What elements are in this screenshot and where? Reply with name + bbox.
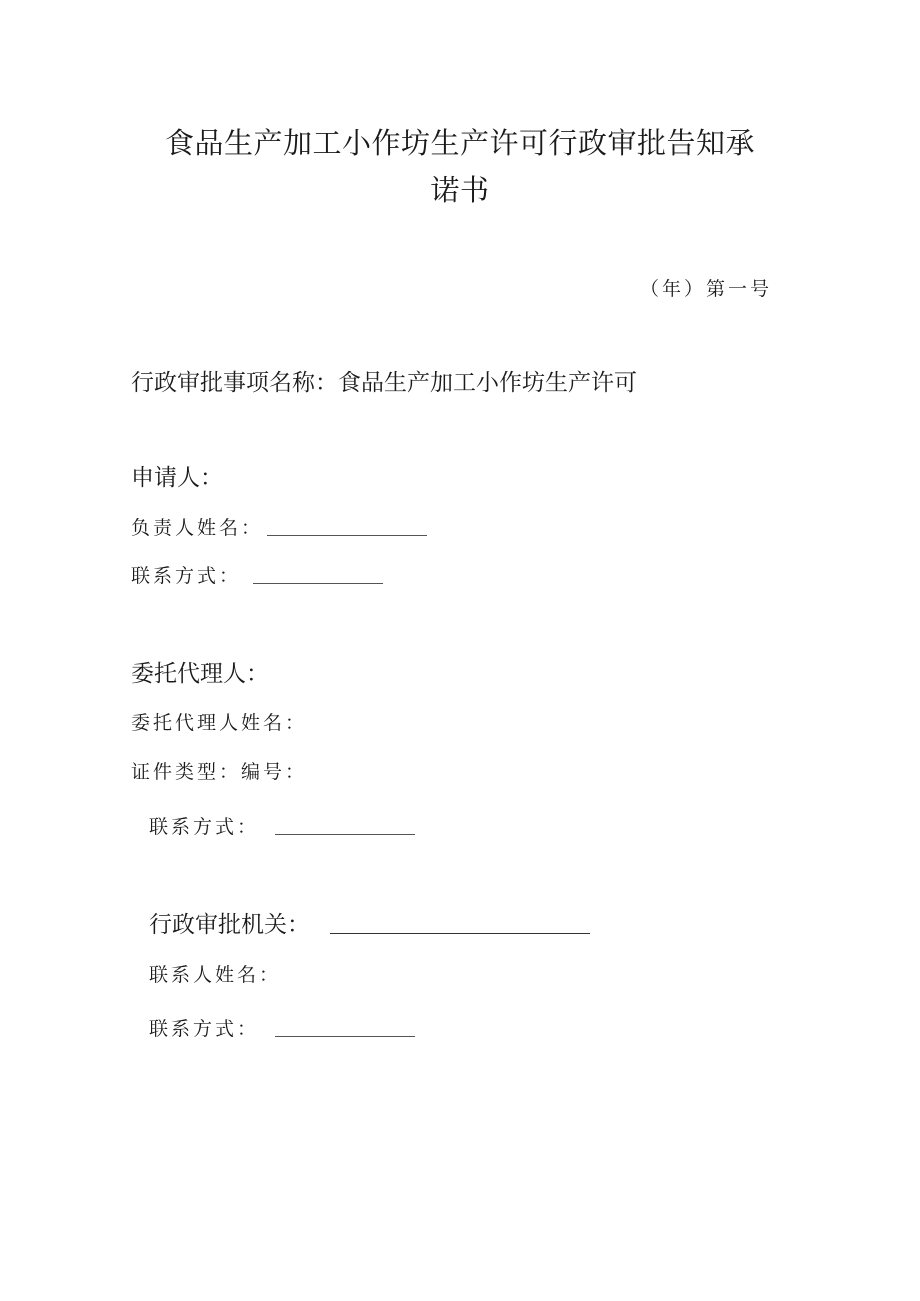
applicant-contact-label: 联系方式：	[131, 565, 242, 587]
authority-blank[interactable]	[330, 932, 590, 934]
applicant-contact-blank[interactable]	[253, 582, 383, 584]
agent-contact-field	[149, 818, 415, 837]
authority-heading: 行政审批机关：	[149, 912, 310, 938]
applicant-name-label: 负责人姓名：	[131, 517, 264, 539]
agent-id-label: 证件类型：编号：	[131, 761, 308, 783]
agent-contact-blank[interactable]	[275, 833, 415, 835]
document-title-line1: 食品生产加工小作坊生产许可行政审批告知承	[164, 126, 755, 160]
authority-contact-blank[interactable]	[275, 1035, 415, 1037]
authority-contact-name-label: 联系人姓名：	[149, 964, 282, 986]
applicant-name-blank[interactable]	[267, 534, 427, 536]
agent-name-field	[131, 714, 307, 733]
authority-field	[149, 914, 590, 937]
approval-item-name: 行政审批事项名称：食品生产加工小作坊生产许可	[131, 370, 637, 396]
applicant-heading: 申请人：	[131, 465, 223, 491]
authority-contact-label: 联系方式：	[149, 1018, 260, 1040]
agent-contact-label: 联系方式：	[149, 816, 260, 838]
document-title-line2: 诺书	[430, 173, 490, 207]
authority-contact-field	[149, 1020, 415, 1039]
agent-name-label: 委托代理人姓名：	[131, 712, 308, 734]
agent-heading: 委托代理人：	[131, 661, 269, 687]
applicant-contact-field	[131, 567, 383, 586]
applicant-name-field	[131, 519, 427, 538]
authority-contact-name-field	[149, 966, 281, 985]
agent-id-field	[131, 763, 307, 782]
document-number: （年）第一号	[639, 278, 772, 300]
